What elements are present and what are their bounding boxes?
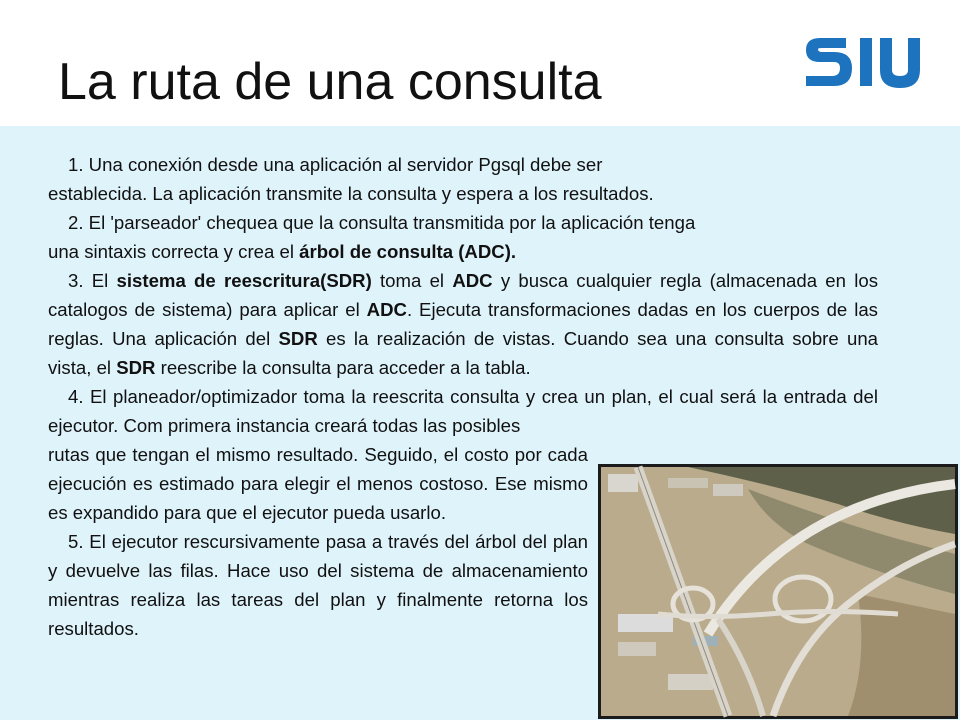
step-2-line-2: una sintaxis correcta y crea el árbol de consulta (ADC). <box>48 241 517 262</box>
aerial-highway-photo <box>598 464 958 719</box>
slide-title: La ruta de una consulta <box>58 53 602 111</box>
step-4-narrow: rutas que tengan el mismo resultado. Seguido, el costo por cada ejecución es estimado para elegir el menos costoso. Ese mismo es expandido para que el ejecutor pueda usarlo. <box>48 444 588 523</box>
step-4-full: 4. El planeador/optimizador toma la reescrita consulta y crea un plan, el cual será la entrada del ejecutor. Com primera instancia creará todas las posibles <box>48 386 878 436</box>
step-5: 5. El ejecutor rescursivamente pasa a través del árbol del plan y devuelve las filas. Hace uso del sistema de almacenamiento mientras realiza las tareas del plan y finalmente retorna los resultados. <box>48 531 588 639</box>
logo-letter-i <box>860 38 872 86</box>
logo-letter-u <box>880 38 920 88</box>
siu-logo <box>800 30 928 94</box>
step-2-line-1: 2. El 'parseador' chequea que la consulta transmitida por la aplicación tenga <box>68 212 696 233</box>
step-1-line-2: establecida. La aplicación transmite la consulta y espera a los resultados. <box>48 183 654 204</box>
step-3: 3. El sistema de reescritura(SDR) toma el ADC y busca cualquier regla (almacenada en los catalogos de sistema) para aplicar el ADC. Ejecuta transformaciones dadas en los cuerpos de las reglas. Una aplicación del SDR es la realización de vistas. Cuando sea una consulta sobre una vista, el SDR reescribe la consulta para acceder a la tabla. <box>48 270 879 378</box>
logo-letter-s <box>806 38 852 86</box>
step-1-line-1: 1. Una conexión desde una aplicación al servidor Pgsql debe ser <box>68 154 603 175</box>
